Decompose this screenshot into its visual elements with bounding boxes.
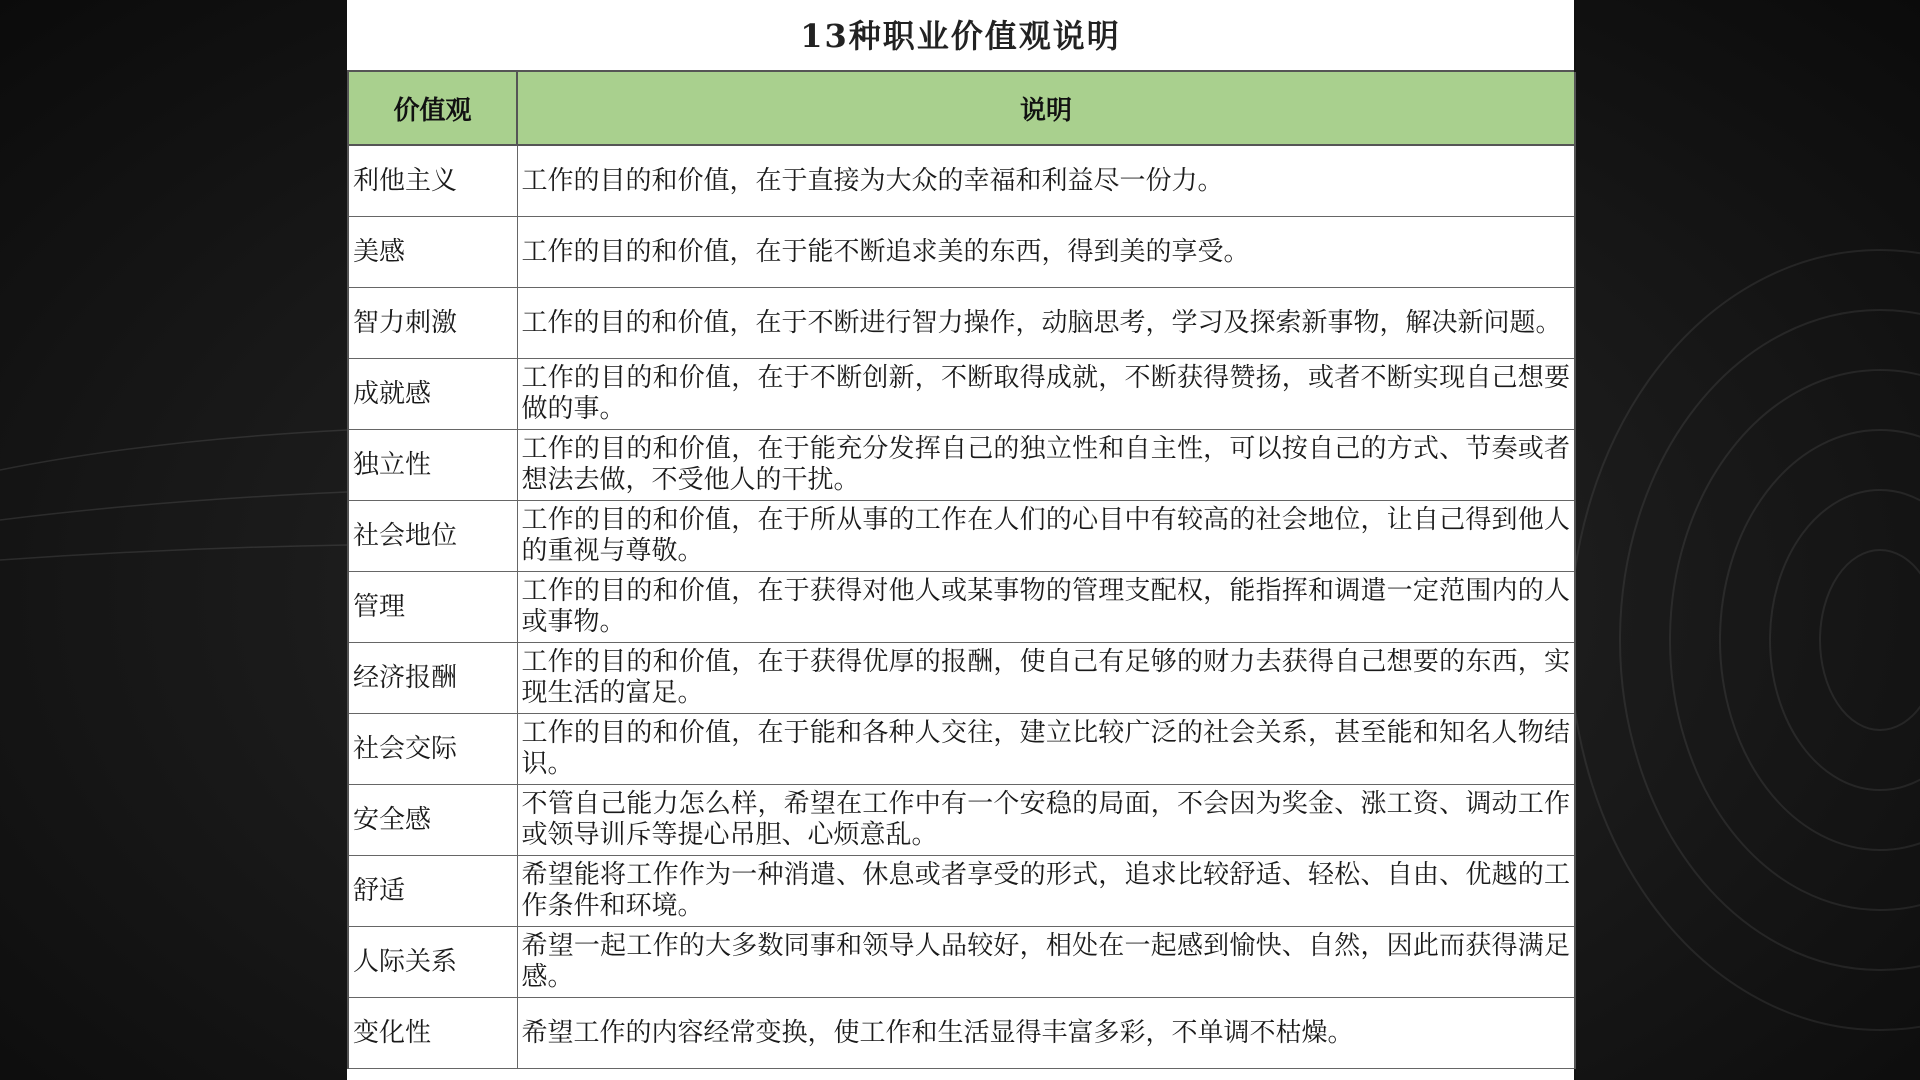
value-description: 工作的目的和价值，在于能和各种人交往，建立比较广泛的社会关系，甚至能和知名人物结识。	[517, 714, 1575, 785]
table-row	[348, 643, 1575, 714]
value-description: 工作的目的和价值，在于直接为大众的幸福和利益尽一份力。	[517, 145, 1575, 217]
table-row	[348, 714, 1575, 785]
value-description: 希望能将工作作为一种消遣、休息或者享受的形式，追求比较舒适、轻松、自由、优越的工作条件和环境。	[517, 856, 1575, 927]
values-table	[347, 72, 1576, 1069]
value-name: 舒适	[348, 856, 517, 927]
value-description: 工作的目的和价值，在于不断进行智力操作，动脑思考，学习及探索新事物，解决新问题。	[517, 288, 1575, 359]
value-name: 社会交际	[348, 714, 517, 785]
value-name: 安全感	[348, 785, 517, 856]
value-name: 美感	[348, 217, 517, 288]
value-name: 利他主义	[348, 145, 517, 217]
value-description: 工作的目的和价值，在于能充分发挥自己的独立性和自主性，可以按自己的方式、节奏或者想法去做，不受他人的干扰。	[517, 430, 1575, 501]
table-row	[348, 572, 1575, 643]
header-value: 价值观	[348, 72, 517, 145]
table-row	[348, 430, 1575, 501]
table-row	[348, 145, 1575, 217]
value-name: 管理	[348, 572, 517, 643]
value-name: 成就感	[348, 359, 517, 430]
table-row	[348, 501, 1575, 572]
value-description: 工作的目的和价值，在于能不断追求美的东西，得到美的享受。	[517, 217, 1575, 288]
value-name: 智力刺激	[348, 288, 517, 359]
value-description: 工作的目的和价值，在于所从事的工作在人们的心目中有较高的社会地位，让自己得到他人的重视与尊敬。	[517, 501, 1575, 572]
value-description: 工作的目的和价值，在于获得优厚的报酬，使自己有足够的财力去获得自己想要的东西，实现生活的富足。	[517, 643, 1575, 714]
value-name: 人际关系	[348, 927, 517, 998]
table-row	[348, 785, 1575, 856]
table-row	[348, 217, 1575, 288]
table-row	[348, 927, 1575, 998]
value-description: 不管自己能力怎么样，希望在工作中有一个安稳的局面，不会因为奖金、涨工资、调动工作或领导训斥等提心吊胆、心烦意乱。	[517, 785, 1575, 856]
value-name: 变化性	[348, 998, 517, 1069]
table-row	[348, 359, 1575, 430]
table-row	[348, 856, 1575, 927]
table-row	[348, 288, 1575, 359]
value-description: 希望工作的内容经常变换，使工作和生活显得丰富多彩，不单调不枯燥。	[517, 998, 1575, 1069]
value-name: 经济报酬	[348, 643, 517, 714]
sheet-title: 13种职业价值观说明	[347, 0, 1574, 72]
table-row	[348, 998, 1575, 1069]
value-name: 独立性	[348, 430, 517, 501]
value-description: 工作的目的和价值，在于获得对他人或某事物的管理支配权，能指挥和调遣一定范围内的人或事物。	[517, 572, 1575, 643]
value-description: 希望一起工作的大多数同事和领导人品较好，相处在一起感到愉快、自然，因此而获得满足感。	[517, 927, 1575, 998]
value-description: 工作的目的和价值，在于不断创新，不断取得成就，不断获得赞扬，或者不断实现自己想要做的事。	[517, 359, 1575, 430]
header-description: 说明	[517, 72, 1575, 145]
values-sheet	[347, 0, 1574, 1080]
header-row	[348, 72, 1575, 145]
value-name: 社会地位	[348, 501, 517, 572]
